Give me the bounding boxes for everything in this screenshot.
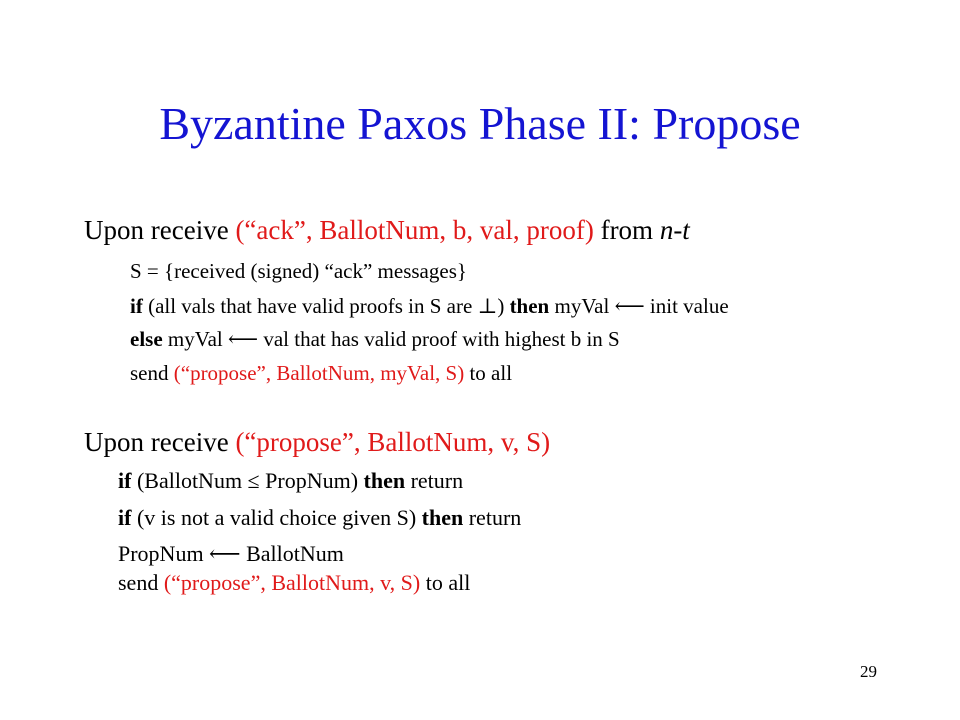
page-number: 29 <box>860 662 877 681</box>
send-text: send <box>130 361 174 385</box>
block1-heading-prefix: Upon receive <box>84 215 236 245</box>
then-text: return <box>405 468 464 493</box>
block1-heading-message: (“ack”, BallotNum, b, val, proof) <box>235 215 594 245</box>
block2-heading <box>84 426 550 458</box>
then-text: myVal ⟵ init value <box>549 294 729 318</box>
send-text: send <box>118 570 164 595</box>
block1-heading <box>84 214 690 246</box>
condition-text: (BallotNum ≤ PropNum) <box>131 468 364 493</box>
send-message: (“propose”, BallotNum, v, S) <box>163 570 421 595</box>
block1-line2 <box>130 294 729 319</box>
condition-text: (v is not a valid choice given S) <box>131 505 422 530</box>
block1-line4 <box>130 361 512 386</box>
then-text: return <box>463 505 522 530</box>
block2-heading-prefix: Upon receive <box>84 427 236 457</box>
send-rest: to all <box>464 361 513 385</box>
else-text: myVal ⟵ val that has valid proof with highest b in S <box>162 327 620 351</box>
condition-text: (all vals that have valid proofs in S are ⊥) <box>142 294 510 318</box>
keyword-if: if <box>118 505 132 530</box>
block1-line1: S = {received (signed) “ack” messages} <box>130 259 467 283</box>
block2-heading-message: (“propose”, BallotNum, v, S) <box>235 427 551 457</box>
block1-line3 <box>130 327 620 352</box>
send-message: (“propose”, BallotNum, myVal, S) <box>173 361 465 385</box>
keyword-then: then <box>363 468 406 493</box>
send-rest: to all <box>420 570 471 595</box>
block1-heading-nt: n-t <box>659 215 690 245</box>
block2-line4 <box>118 570 470 596</box>
keyword-if: if <box>130 294 143 318</box>
keyword-else: else <box>130 327 163 351</box>
block2-line2 <box>118 505 521 531</box>
keyword-then: then <box>421 505 464 530</box>
block2-line1 <box>118 468 463 494</box>
keyword-if: if <box>118 468 132 493</box>
block1-heading-from: from <box>593 215 660 245</box>
block2-line3: PropNum ⟵ BallotNum <box>118 541 344 566</box>
slide-title: Byzantine Paxos Phase II: Propose <box>159 98 801 149</box>
keyword-then: then <box>509 294 550 318</box>
